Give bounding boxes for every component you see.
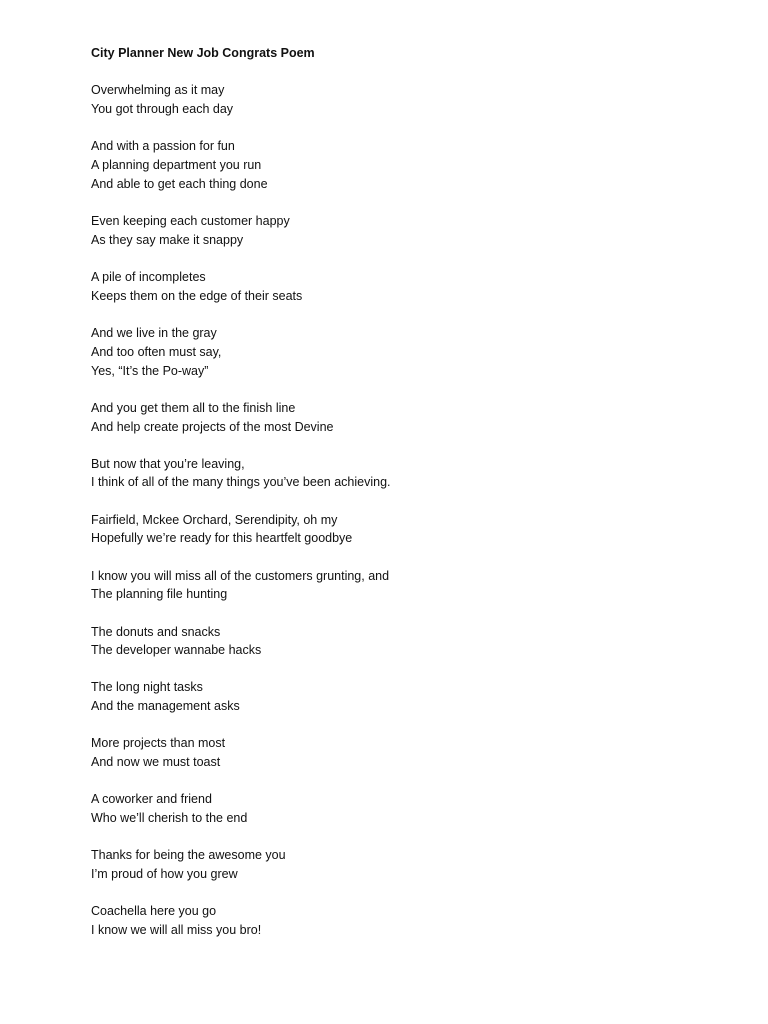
poem-line: And now we must toast (91, 755, 221, 770)
stanza-8 (91, 511, 731, 549)
stanza-10 (91, 623, 731, 661)
poem-line: But now that you’re leaving, (91, 456, 245, 471)
stanza-4 (91, 268, 731, 306)
stanza-14 (91, 846, 731, 884)
stanza-6 (91, 399, 731, 437)
poem-line: And able to get each thing done (91, 176, 268, 191)
stanza-15 (91, 902, 731, 940)
stanza-12 (91, 734, 731, 772)
poem-line: Fairfield, Mckee Orchard, Serendipity, oh my (91, 512, 338, 527)
poem-line: And with a passion for fun (91, 138, 235, 153)
poem-line: Thanks for being the awesome you (91, 848, 286, 863)
poem-line: I know you will miss all of the customers grunting, and (91, 568, 390, 583)
poem-line: And help create projects of the most Devine (91, 419, 334, 434)
poem-line: And we live in the gray (91, 325, 217, 340)
stanza-7 (91, 455, 731, 493)
poem-line: I’m proud of how you grew (91, 867, 238, 882)
poem-line: The long night tasks (91, 680, 203, 695)
poem-line: Overwhelming as it may (91, 83, 225, 97)
poem-line: As they say make it snappy (91, 232, 244, 247)
poem-line: A pile of incompletes (91, 269, 206, 284)
poem-line: The developer wannabe hacks (91, 643, 262, 658)
poem-line: Keeps them on the edge of their seats (91, 288, 303, 303)
poem-line: And you get them all to the finish line (91, 400, 296, 415)
poem-line: I know we will all miss you bro! (91, 923, 262, 938)
poem-line: The planning file hunting (91, 587, 228, 602)
poem-line: And the management asks (91, 699, 240, 714)
poem-line: A planning department you run (91, 157, 262, 172)
poem-line: And too often must say, (91, 344, 222, 359)
stanza-11 (91, 678, 731, 716)
poem-line: Yes, “It’s the Po-way” (91, 363, 209, 378)
stanza-2 (91, 137, 731, 194)
poem-line: A coworker and friend (91, 792, 212, 807)
stanza-5 (91, 324, 731, 381)
poem-line: Even keeping each customer happy (91, 213, 290, 228)
poem-line: The donuts and snacks (91, 624, 221, 639)
stanza-13 (91, 790, 731, 828)
stanza-9 (91, 567, 731, 605)
poem-line: Coachella here you go (91, 904, 217, 919)
stanza-1 (91, 81, 731, 119)
document-page (91, 44, 731, 958)
poem-line: You got through each day (91, 101, 234, 116)
stanza-3 (91, 212, 731, 250)
poem-line: Hopefully we’re ready for this heartfelt goodbye (91, 531, 353, 546)
poem-title: City Planner New Job Congrats Poem (91, 46, 315, 60)
poem-line: More projects than most (91, 736, 226, 751)
poem-line: I think of all of the many things you’ve been achieving. (91, 475, 391, 490)
poem-line: Who we’ll cherish to the end (91, 811, 248, 826)
